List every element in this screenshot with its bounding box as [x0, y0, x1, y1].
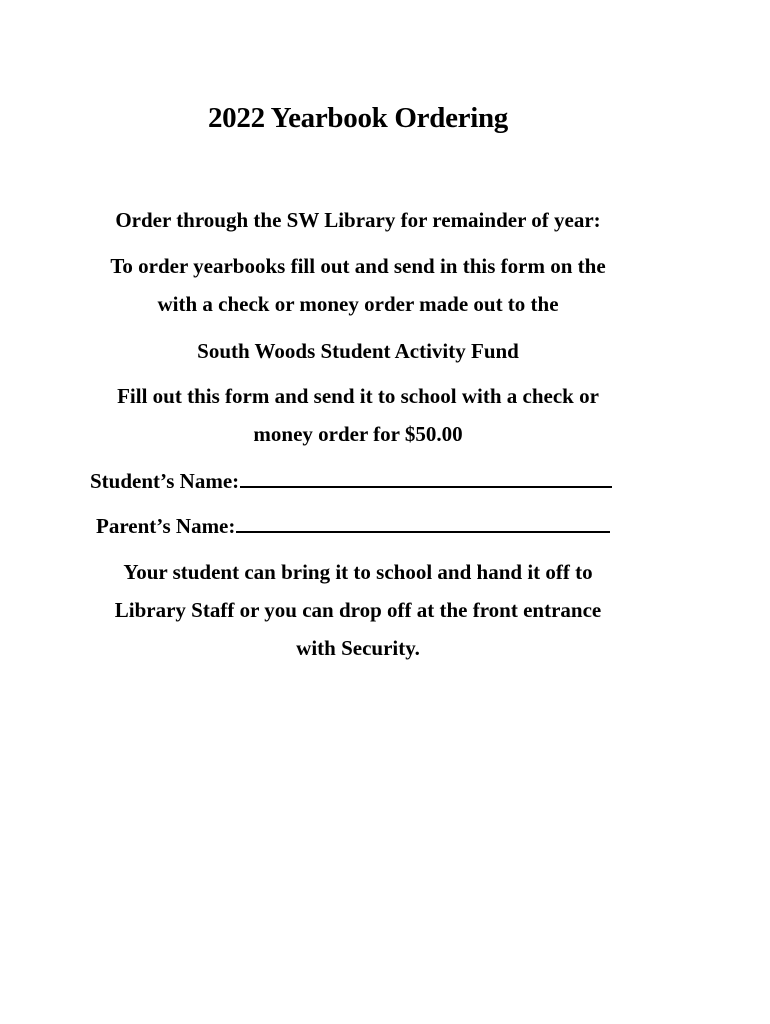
- fund-name-text: South Woods Student Activity Fund: [197, 339, 519, 363]
- order-through-library-text: Order through the SW Library for remainder of year:: [115, 208, 601, 232]
- dropoff-text-line-1: Your student can bring it to school and hand it off to: [123, 560, 593, 584]
- dropoff-text-line-2: Library Staff or you can drop off at the front entrance: [114, 598, 602, 622]
- instruction-text-line-2: with a check or money order made out to the: [157, 292, 559, 316]
- student-name-label: Student’s Name:: [90, 469, 240, 493]
- parent-name-label: Parent’s Name:: [96, 514, 236, 538]
- student-name-field[interactable]: [90, 466, 612, 495]
- page-title: 2022 Yearbook Ordering: [207, 102, 509, 134]
- parent-name-blank-line[interactable]: [236, 511, 610, 533]
- student-name-blank-line[interactable]: [240, 466, 612, 488]
- parent-name-field[interactable]: [96, 511, 610, 540]
- payment-text-line-1: Fill out this form and send it to school with a check or: [117, 384, 599, 408]
- dropoff-text-line-3: with Security.: [296, 636, 420, 660]
- payment-text-line-2: money order for $50.00: [253, 422, 463, 446]
- instruction-text-line-1: To order yearbooks fill out and send in this form on the: [110, 254, 606, 278]
